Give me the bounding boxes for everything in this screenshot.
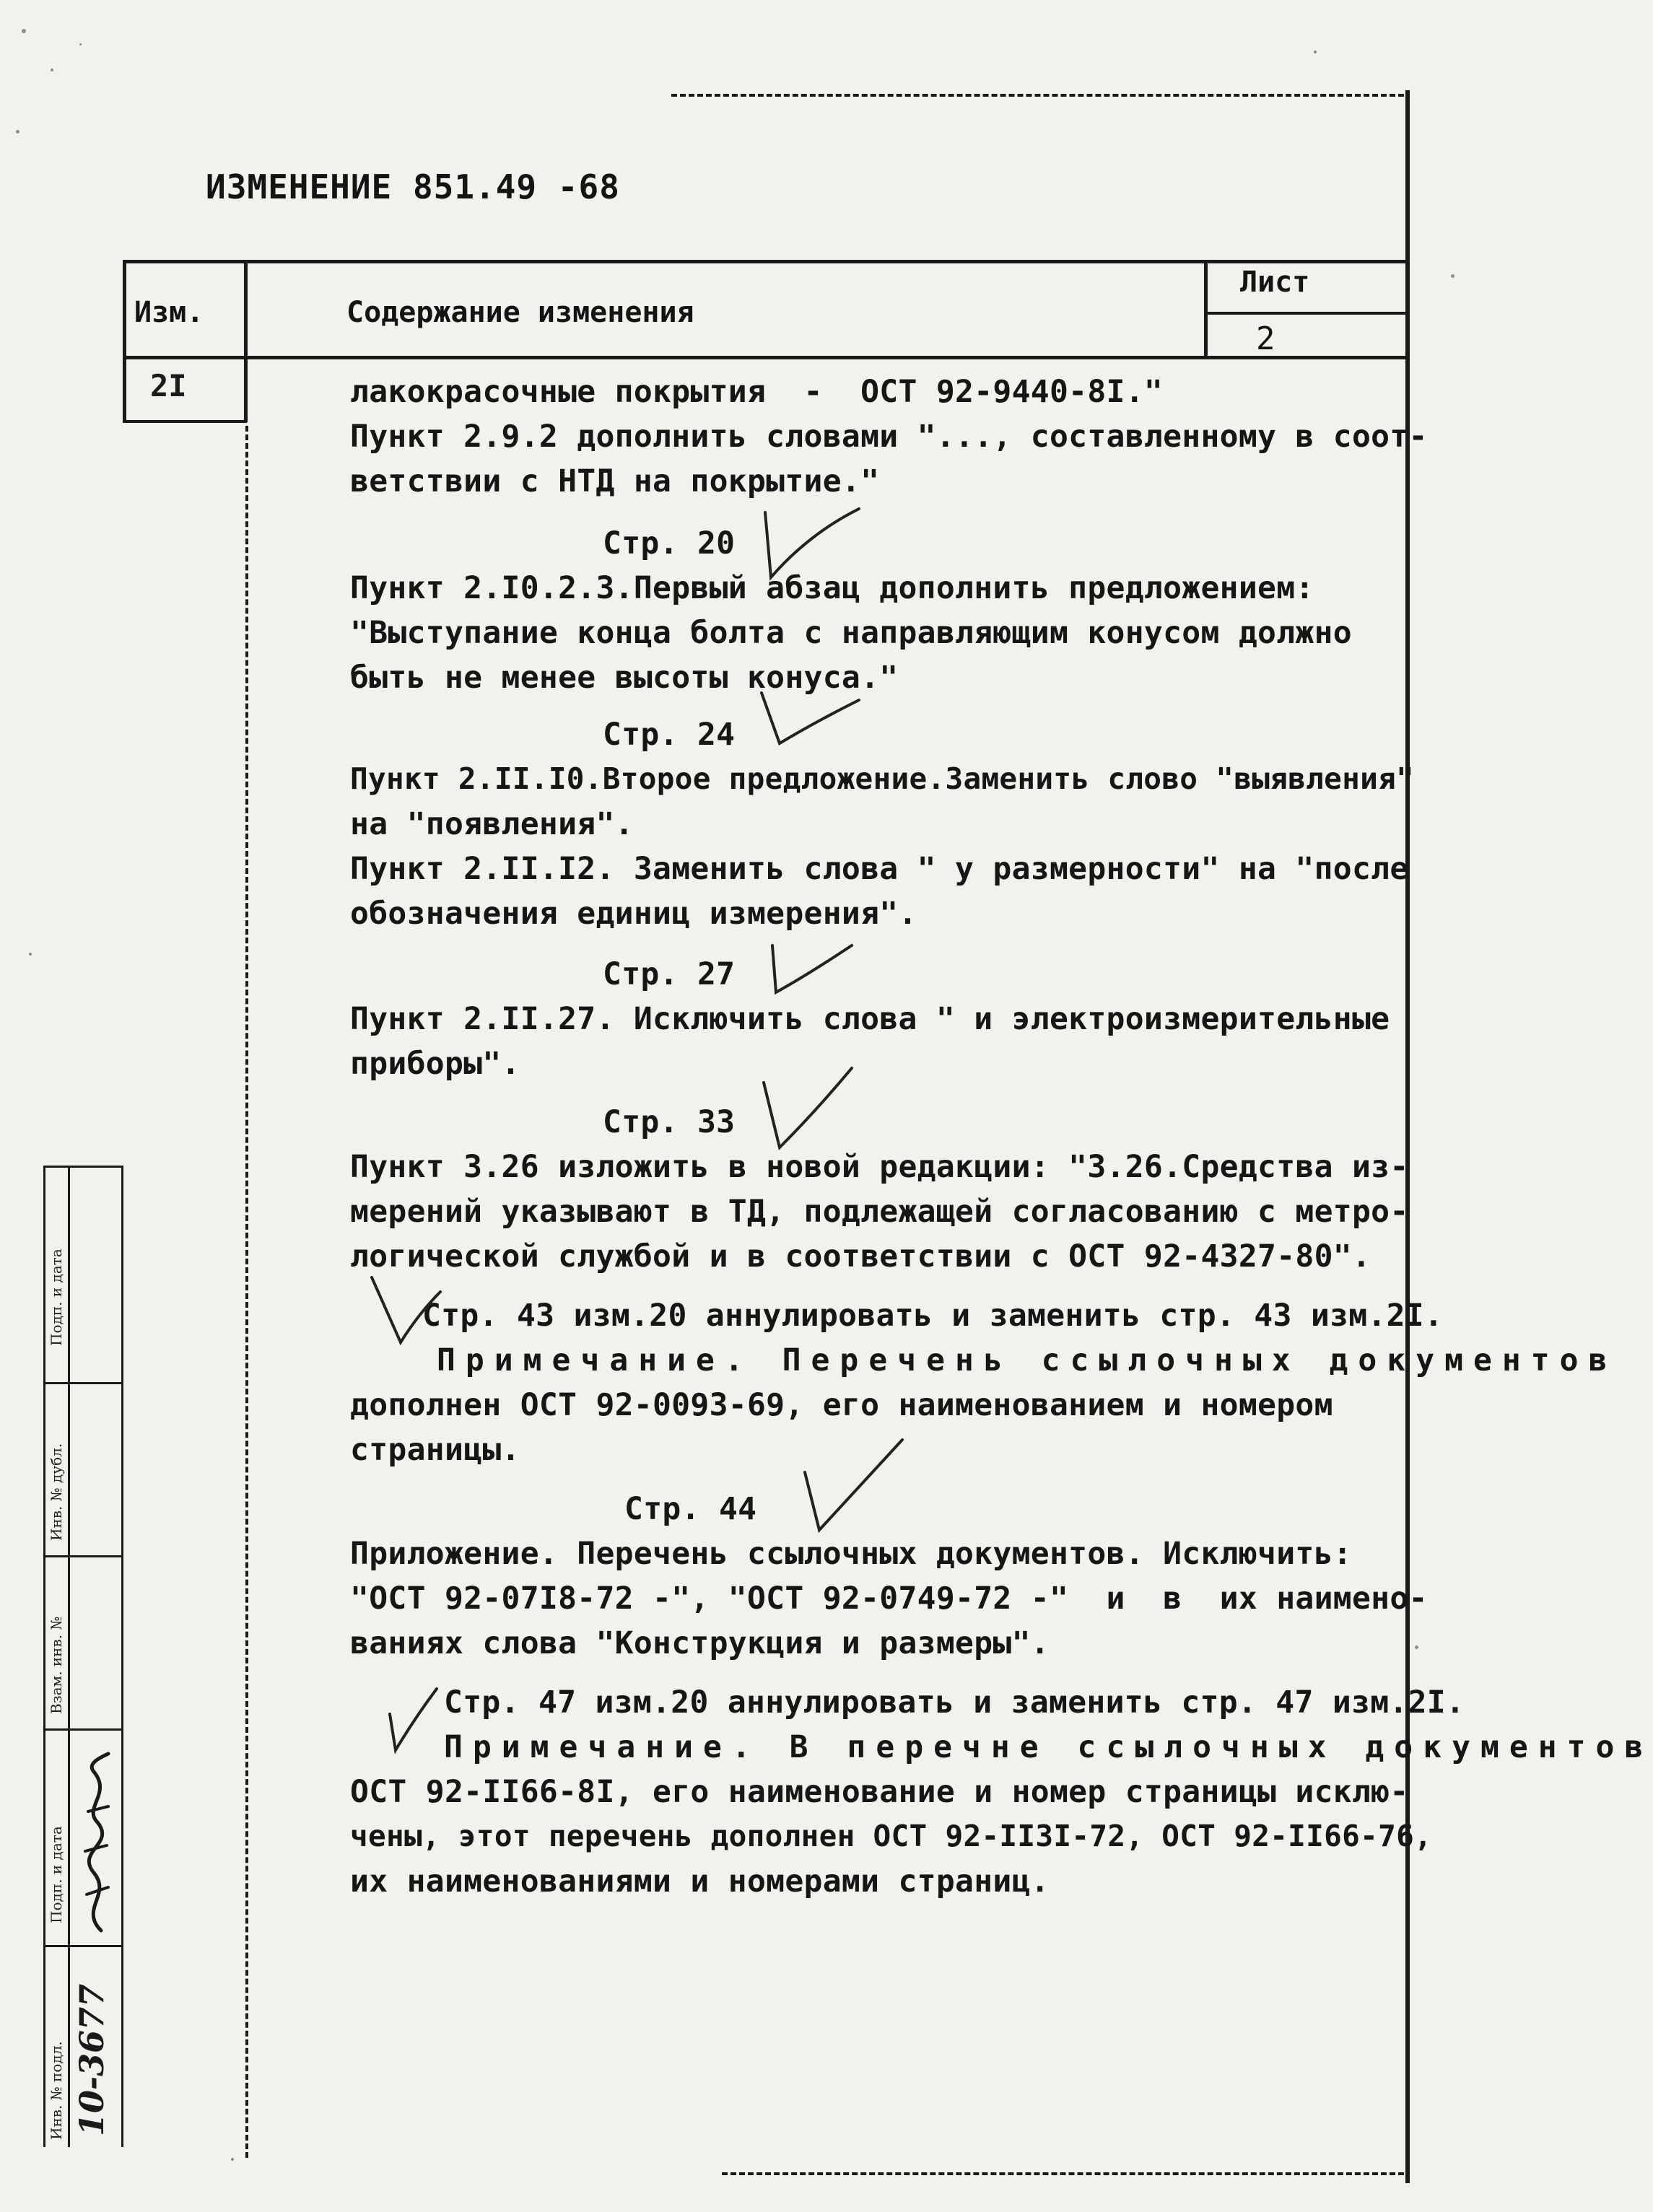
page-ref: Стр. 44 bbox=[624, 1491, 757, 1527]
text-line: логической службой и в соответствии с ОСТ 92-4327-80". bbox=[350, 1238, 1371, 1275]
text-line: Стр. 43 изм.20 аннулировать и заменить стр. 43 изм.2I. bbox=[422, 1298, 1444, 1334]
izm-number: 2I bbox=[150, 368, 187, 403]
header-top-line bbox=[123, 260, 1408, 263]
izm-cell-bottom bbox=[123, 420, 247, 423]
inv-podl-value: 10-3677 bbox=[72, 1983, 111, 2136]
header-izm-divider bbox=[244, 260, 248, 422]
frame-bottom-dash bbox=[722, 2172, 1404, 2175]
header-bottom-line bbox=[123, 356, 1408, 359]
header-izm-label: Изм. bbox=[134, 296, 204, 329]
page-ref: Стр. 24 bbox=[603, 717, 736, 753]
header-sheet-divider bbox=[1204, 260, 1208, 357]
margin-label-podp-data-2: Подп. и дата bbox=[48, 1826, 65, 1923]
header-sheet-number: 2 bbox=[1256, 320, 1275, 357]
text-line: Пункт 2.II.I2. Заменить слова " у размерности" на "после bbox=[350, 851, 1409, 887]
margin-label-podp-data: Подп. и дата bbox=[48, 1249, 65, 1346]
text-line: Пункт 3.26 изложить в новой редакции: "3.26.Средства из- bbox=[350, 1149, 1409, 1185]
header-sheet-label: Лист bbox=[1240, 266, 1310, 299]
page-ref: Стр. 33 bbox=[603, 1104, 736, 1140]
margin-label-inv-dubl: Инв. № дубл. bbox=[48, 1443, 65, 1541]
text-line: Пункт 2.9.2 дополнить словами "..., составленному в соот- bbox=[350, 419, 1428, 455]
text-line: ОСТ 92-II66-8I, его наименование и номер страницы исклю- bbox=[350, 1774, 1409, 1810]
text-line: дополнен ОСТ 92-0093-69, его наименованием и номером bbox=[350, 1387, 1333, 1423]
text-line: обозначения единиц измерения". bbox=[350, 896, 917, 932]
header-content-label: Содержание изменения bbox=[346, 296, 694, 329]
margin-label-vzam-inv: Взам. инв. № bbox=[48, 1616, 65, 1714]
body-left-dash bbox=[245, 426, 248, 2158]
document-code: ИЗМЕНЕНИЕ 851.49 -68 bbox=[206, 167, 620, 206]
checkmark-icon bbox=[787, 1429, 917, 1544]
text-line: "Выступание конца болта с направляющим конусом должно bbox=[350, 615, 1352, 651]
checkmark-icon bbox=[758, 931, 873, 1010]
text-line: ветствии с НТД на покрытие." bbox=[350, 463, 880, 499]
frame-top-dash bbox=[671, 94, 1404, 97]
text-line: страницы. bbox=[350, 1432, 520, 1468]
text-line: мерений указывают в ТД, подлежащей согласованию с метро- bbox=[350, 1194, 1409, 1230]
frame-right-border bbox=[1405, 90, 1410, 2183]
text-line: Пункт 2.II.I0.Второе предложение.Заменить слово "выявления" bbox=[350, 761, 1415, 796]
text-line: Пункт 2.II.27. Исключить слова " и электроизмерительные bbox=[350, 1001, 1390, 1037]
text-line: Пункт 2.I0.2.3.Первый абзац дополнить предложением: bbox=[350, 570, 1314, 606]
text-line: лакокрасочные покрытия - ОСТ 92-9440-8I." bbox=[350, 374, 1164, 410]
text-line: их наименованиями и номерами страниц. bbox=[350, 1863, 1050, 1900]
margin-label-inv-podl: Инв. № подл. bbox=[48, 2041, 65, 2140]
text-line: быть не менее высоты конуса." bbox=[350, 660, 899, 696]
header-sheet-mid bbox=[1204, 312, 1408, 315]
text-line: ваниях слова "Конструкция и размеры". bbox=[350, 1625, 1050, 1661]
note-line: Примечание. В перечне ссылочных документов bbox=[444, 1729, 1653, 1765]
note-line: Примечание. Перечень ссылочных документов bbox=[437, 1342, 1618, 1378]
text-line: "ОСТ 92-07I8-72 -", "ОСТ 92-0749-72 -" и в их наимено- bbox=[350, 1581, 1428, 1617]
header-left-line bbox=[123, 260, 126, 422]
text-line: чены, этот перечень дополнен ОСТ 92-II3I-72, ОСТ 92-II66-76, bbox=[350, 1819, 1433, 1853]
text-line: Приложение. Перечень ссылочных документов. Исключить: bbox=[350, 1536, 1352, 1572]
checkmark-icon bbox=[375, 1674, 455, 1761]
text-line: на "появления". bbox=[350, 806, 634, 842]
text-line: приборы". bbox=[350, 1046, 520, 1082]
page-ref: Стр. 27 bbox=[603, 956, 736, 992]
text-line: Стр. 47 изм.20 аннулировать и заменить стр. 47 изм.2I. bbox=[444, 1684, 1465, 1721]
margin-strip bbox=[43, 1166, 123, 2147]
page-ref: Стр. 20 bbox=[603, 525, 736, 561]
signature-icon bbox=[72, 1750, 120, 1938]
